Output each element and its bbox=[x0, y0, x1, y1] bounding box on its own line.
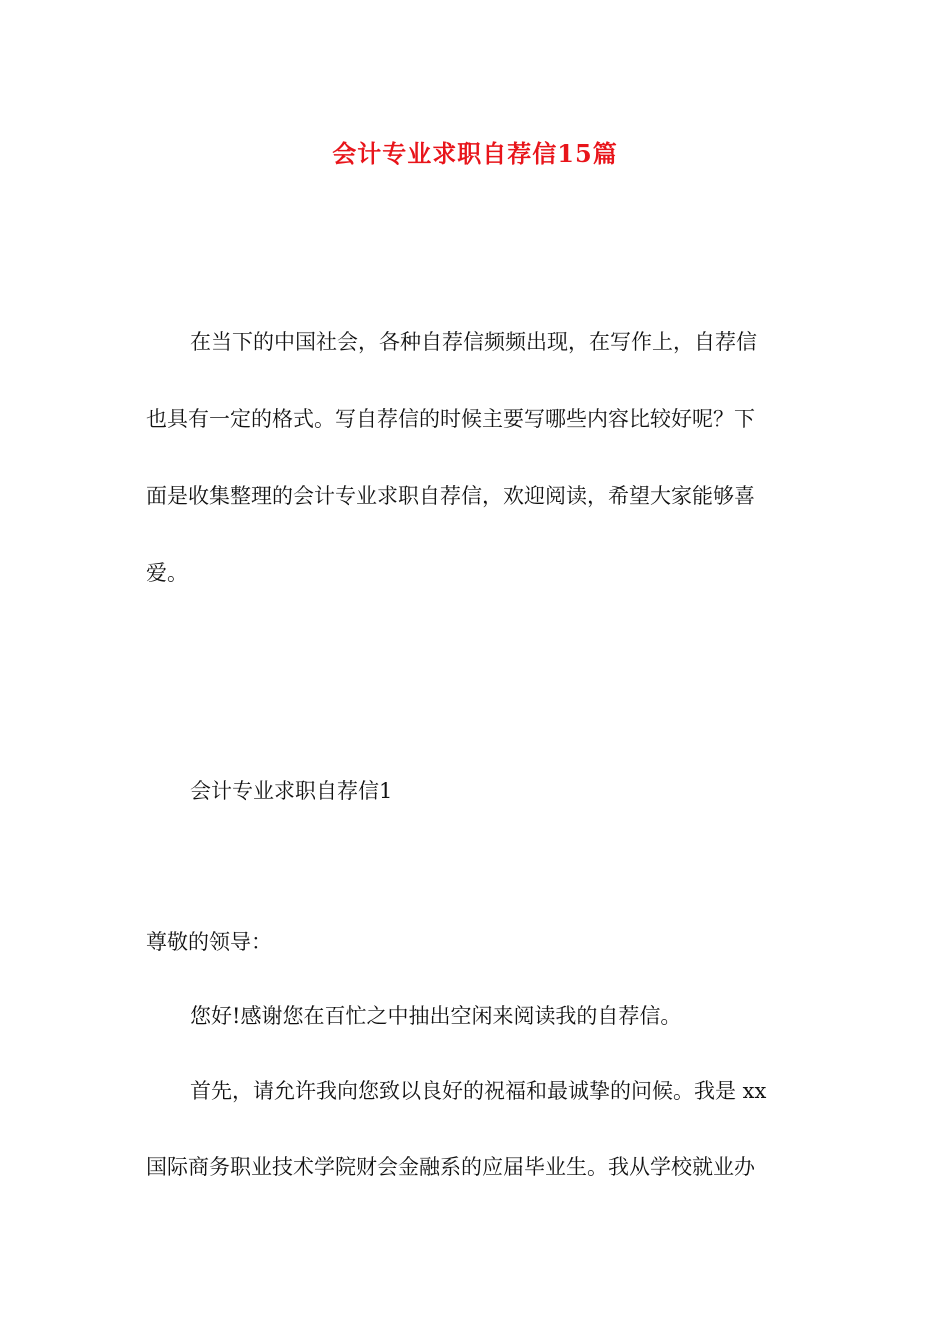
body-line-2: 国际商务职业技术学院财会金融系的应届毕业生。我从学校就业办 bbox=[146, 1155, 755, 1179]
body-line-1: 首先，请允许我向您致以良好的祝福和最诚挚的问候。我是 xx bbox=[190, 1079, 767, 1103]
intro-line-4: 爱。 bbox=[146, 561, 188, 585]
intro-line-2: 也具有一定的格式。写自荐信的时候主要写哪些内容比较好呢？下 bbox=[146, 407, 755, 431]
greeting-line: 您好!感谢您在百忙之中抽出空闲来阅读我的自荐信。 bbox=[190, 1004, 682, 1028]
document-title: 会计专业求职自荐信15篇 bbox=[332, 139, 618, 168]
section-heading: 会计专业求职自荐信1 bbox=[190, 779, 393, 803]
salutation: 尊敬的领导： bbox=[146, 930, 272, 954]
intro-line-1: 在当下的中国社会，各种自荐信频频出现，在写作上，自荐信 bbox=[190, 330, 757, 354]
intro-line-3: 面是收集整理的会计专业求职自荐信，欢迎阅读，希望大家能够喜 bbox=[146, 484, 755, 508]
